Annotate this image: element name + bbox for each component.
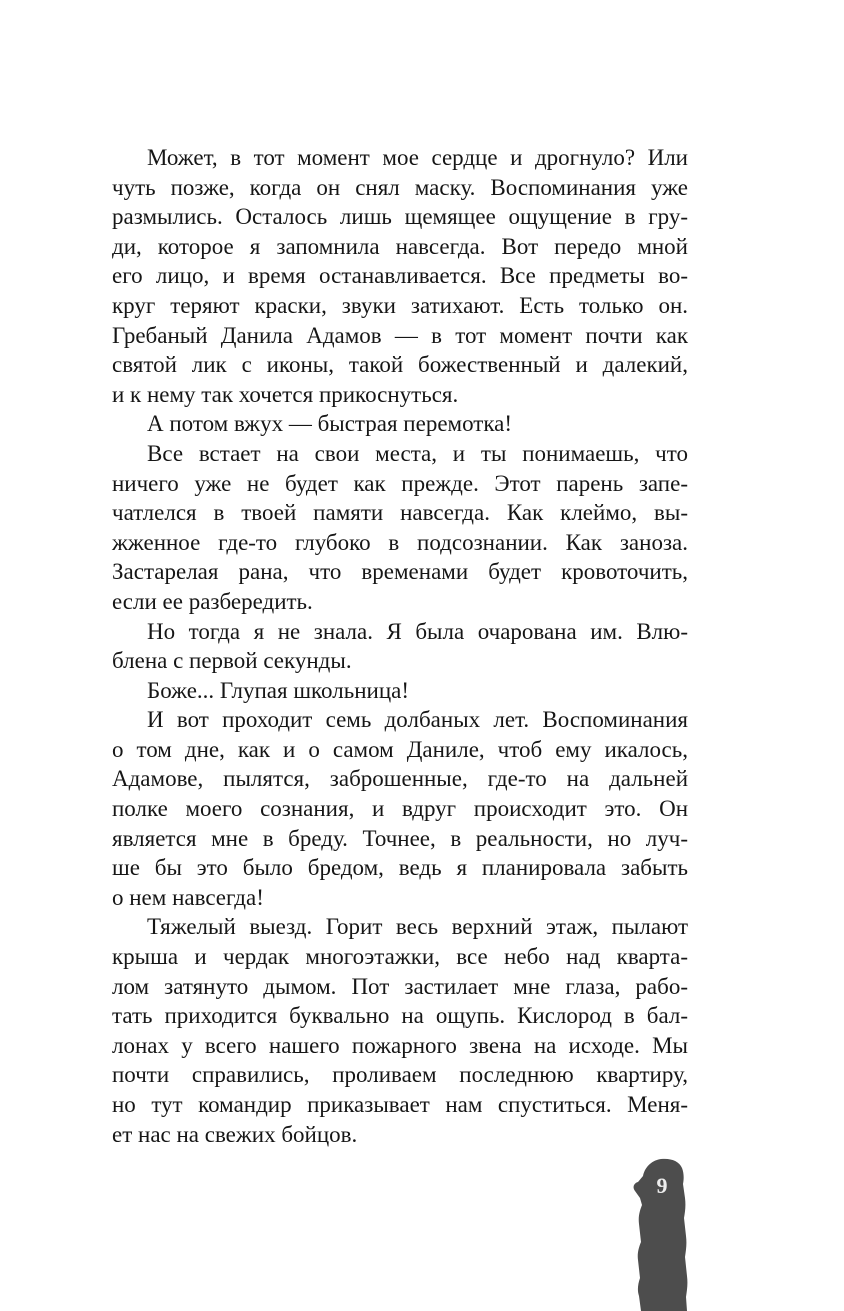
- text-line: если ее разбередить.: [112, 588, 313, 614]
- text-line: Адамове, пылятся, заброшенные, где-то на дальней: [112, 766, 688, 792]
- text-line: Может, в тот момент мое сердце и дрогнуло? Или: [147, 145, 688, 170]
- text-line: и к нему так хочется прикоснуться.: [112, 381, 459, 407]
- text-line: ет нас на свежих бойцов.: [112, 1121, 358, 1147]
- text-line: его лицо, и время останавливается. Все предметы во-: [112, 263, 688, 289]
- text-line: ше бы это было бредом, ведь я планировала забыть: [112, 855, 688, 881]
- text-line: размылись. Осталось лишь щемящее ощущение в гру-: [112, 204, 688, 230]
- text-line: полке моего сознания, и вдруг происходит это. Он: [112, 796, 688, 822]
- text-line: тать приходится буквально на ощупь. Кислород в бал-: [112, 1003, 688, 1029]
- text-line: А потом вжух — быстрая перемотка!: [147, 411, 513, 437]
- text-line: о том дне, как и о самом Даниле, чтоб ему икалось,: [112, 736, 688, 762]
- text-line: Но тогда я не знала. Я была очарована им. Влю-: [147, 618, 688, 644]
- text-line: ди, которое я запомнила навсегда. Вот передо мной: [112, 233, 688, 259]
- text-line: но тут командир приказывает нам спуститься. Меня-: [112, 1092, 688, 1117]
- text-line: блена с первой секунды.: [112, 648, 352, 674]
- text-line: Все встает на свои места, и ты понимаешь, что: [147, 440, 688, 466]
- text-line: Гребаный Данила Адамов — в тот момент почти как: [112, 322, 688, 348]
- text-line: круг теряют краски, звуки затихают. Есть только он.: [112, 292, 688, 318]
- text-line: И вот проходит семь долбаных лет. Воспоминания: [147, 707, 688, 733]
- text-line: Тяжелый выезд. Горит весь верхний этаж, пылают: [147, 914, 688, 940]
- text-line: ничего уже не будет как прежде. Этот парень запе-: [112, 470, 688, 496]
- text-line: чатлелся в твоей памяти навсегда. Как клеймо, вы-: [112, 500, 688, 526]
- text-line: лом затянуто дымом. Пот застилает мне глаза, рабо-: [112, 973, 688, 999]
- text-line: крыша и чердак многоэтажки, все небо над кварта-: [112, 944, 688, 970]
- text-line: Застарелая рана, что временами будет кровоточить,: [112, 559, 688, 585]
- text-line: почти справились, проливаем последнюю квартиру,: [112, 1062, 688, 1088]
- text-line: святой лик с иконы, такой божественный и далекий,: [112, 352, 688, 378]
- text-line: чуть позже, когда он снял маску. Воспоминания уже: [112, 174, 688, 200]
- text-line: лонах у всего нашего пожарного звена на исходе. Мы: [112, 1032, 688, 1058]
- page-number: 9: [656, 1173, 668, 1198]
- text-line: Боже... Глупая школьница!: [147, 677, 409, 703]
- body-text: [112, 143, 688, 1149]
- text-line: жженное где-то глубоко в подсознании. Как заноза.: [112, 529, 688, 555]
- text-line: о нем навсегда!: [112, 884, 264, 910]
- text-line: является мне в бреду. Точнее, в реальности, но луч-: [112, 825, 688, 851]
